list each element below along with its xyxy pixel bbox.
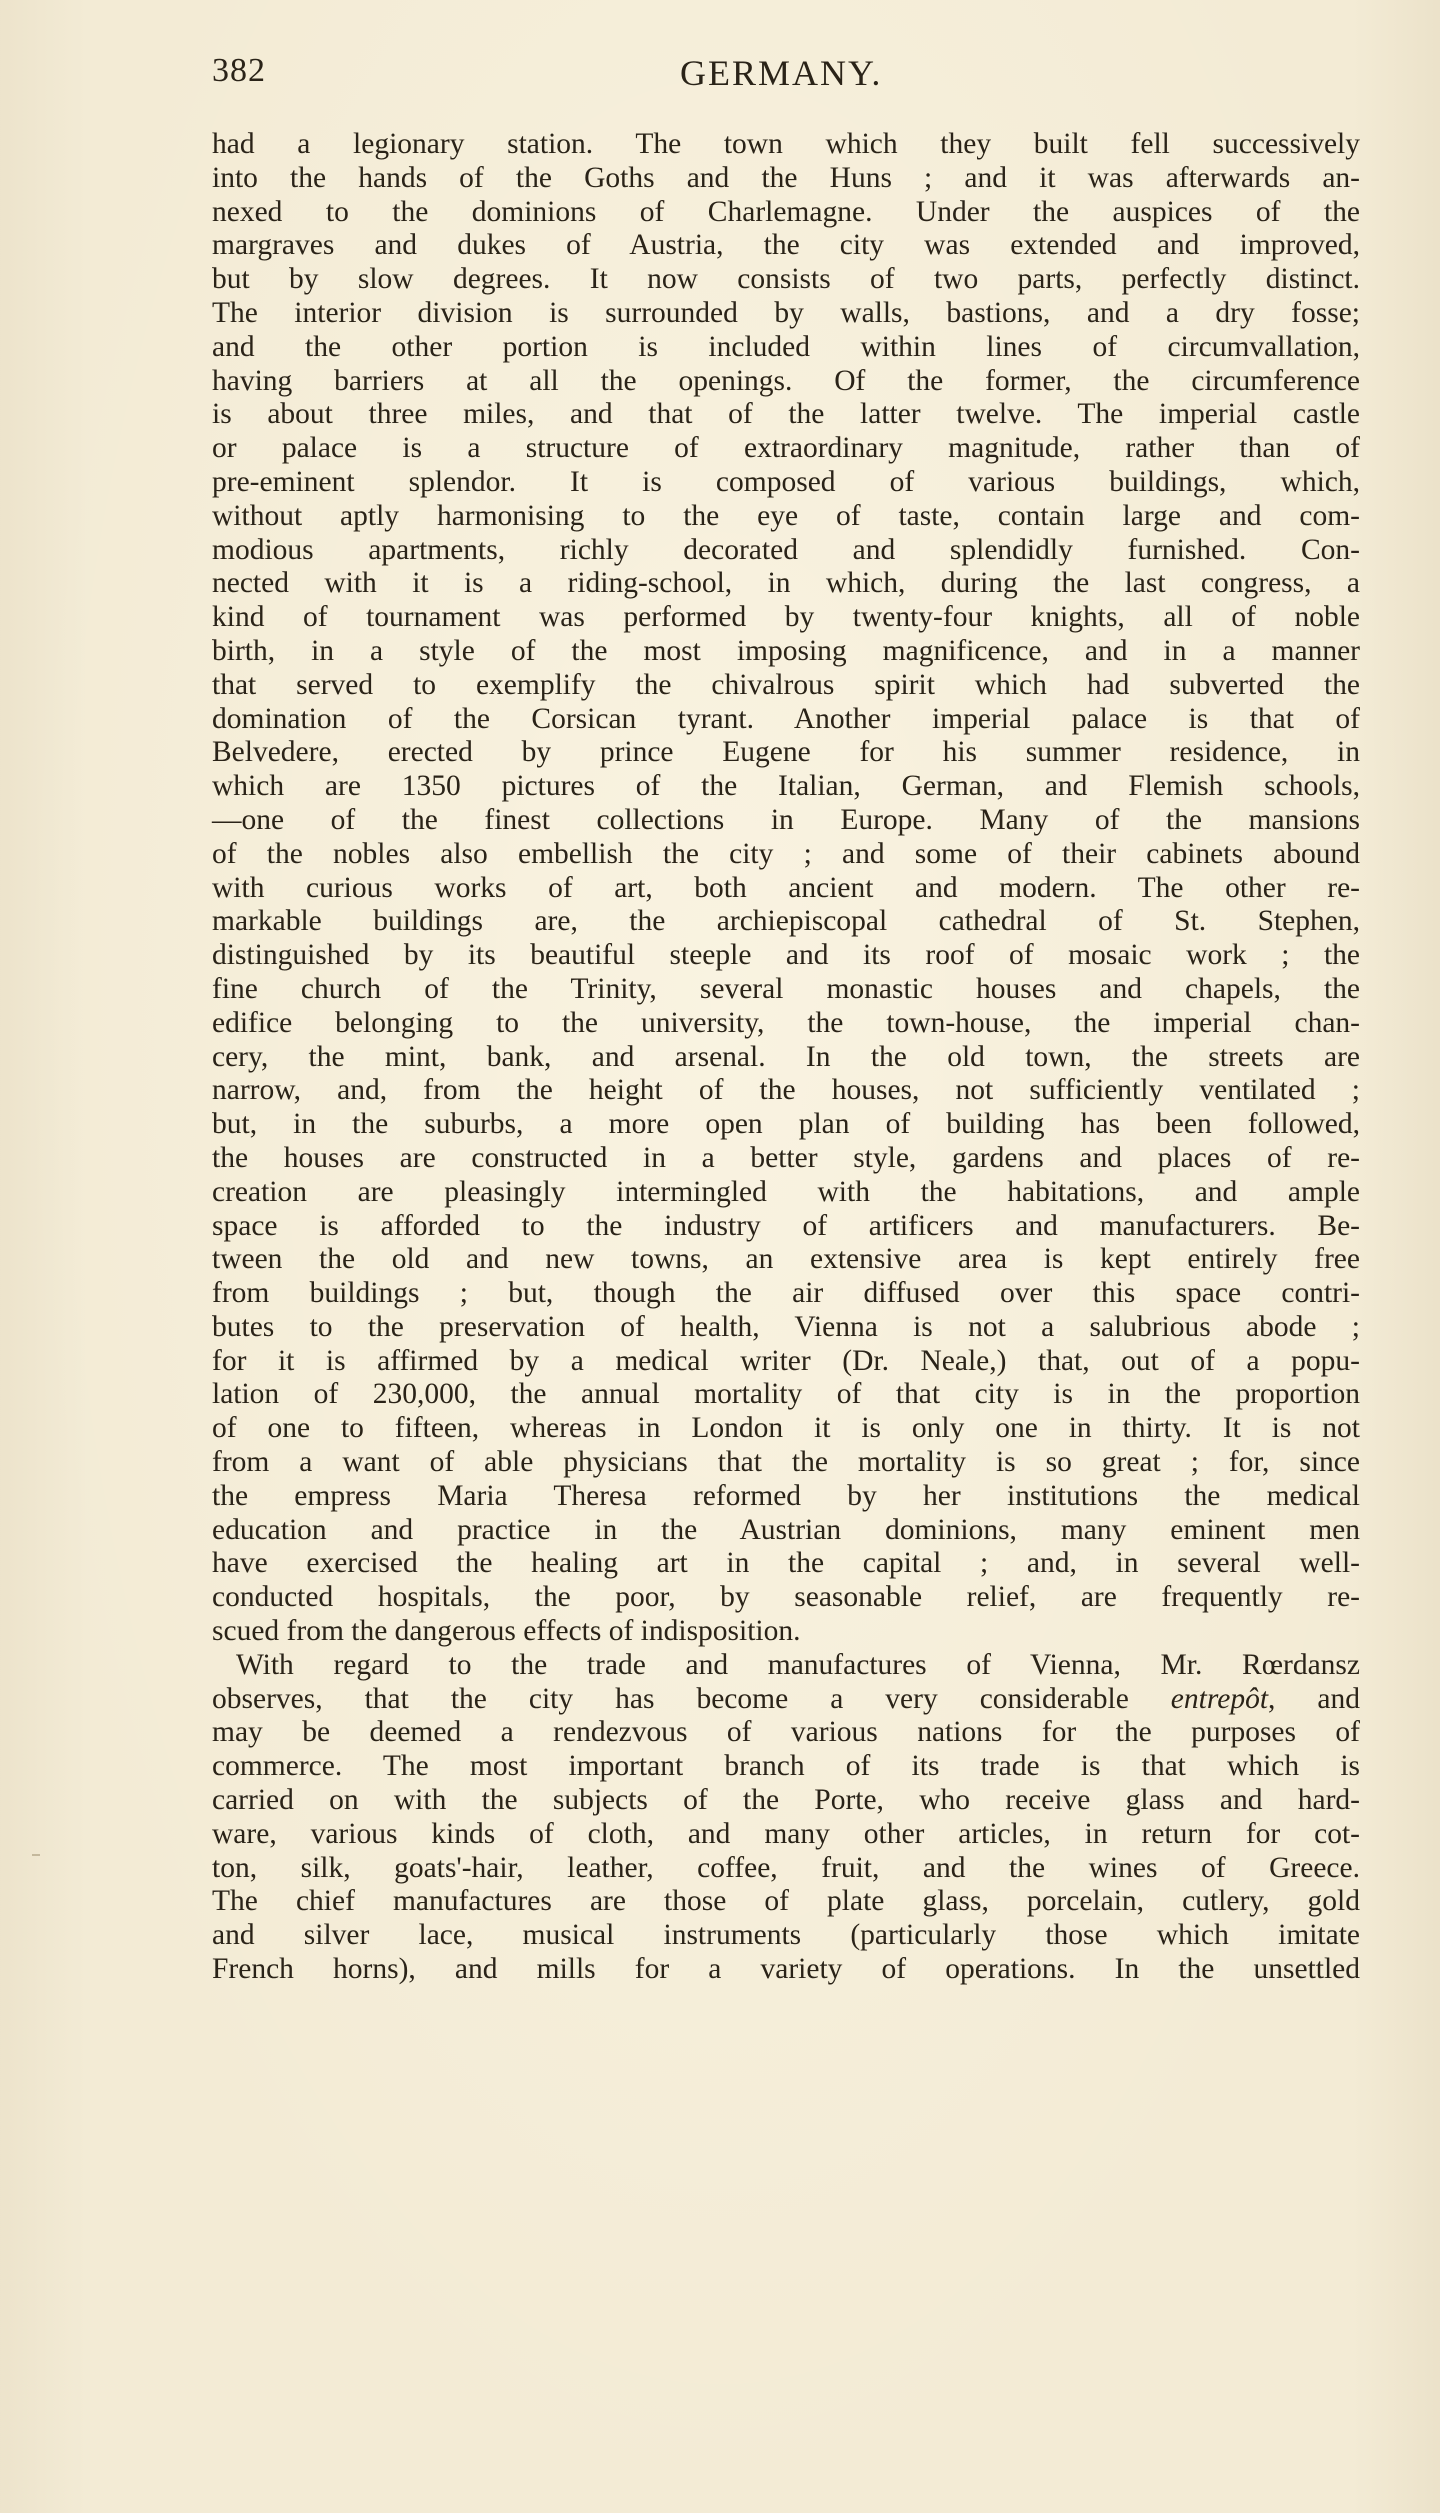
- text-line: markable buildings are, the archiepiscopal cathedral of St. Stephen,: [212, 905, 1360, 938]
- text-line: that served to exemplify the chivalrous spirit which had subverted the: [212, 668, 1360, 701]
- text-line: [212, 1649, 1360, 1683]
- text-line: or palace is a structure of extraordinary magnitude, rather than of: [212, 432, 1360, 465]
- text-line: and the other portion is included within lines of circumvallation,: [212, 330, 1360, 363]
- text-line: but, in the suburbs, a more open plan of building has been followed,: [212, 1108, 1360, 1141]
- text-line: pre-eminent splendor. It is composed of various buildings, which,: [212, 465, 1360, 498]
- text-line: The chief manufactures are those of plate glass, porcelain, cutlery, gold: [212, 1885, 1360, 1918]
- text-line: which are 1350 pictures of the Italian, German, and Flemish schools,: [212, 770, 1360, 803]
- text-line: tween the old and new towns, an extensive area is kept entirely free: [212, 1243, 1360, 1276]
- text-line: conducted hospitals, the poor, by seasonable relief, are frequently re-: [212, 1581, 1360, 1614]
- text-line: had a legionary station. The town which they built fell successively: [212, 128, 1360, 160]
- text-line: margraves and dukes of Austria, the city was extended and improved,: [212, 229, 1360, 262]
- text-line: for it is affirmed by a medical writer (Dr. Neale,) that, out of a popu-: [212, 1344, 1360, 1377]
- text-line: narrow, and, from the height of the houses, not sufficiently ventilated ;: [212, 1074, 1360, 1107]
- text-line: nected with it is a riding-school, in which, during the last congress, a: [212, 567, 1360, 600]
- text-line: from buildings ; but, though the air diffused over this space contri-: [212, 1277, 1360, 1310]
- text-line: French horns), and mills for a variety of operations. In the unsettled: [212, 1953, 1360, 1986]
- paragraph-vienna-buildings: [212, 128, 1360, 1649]
- text-line: into the hands of the Goths and the Huns ; and it was afterwards an-: [212, 161, 1360, 194]
- text-line: and silver lace, musical instruments (particularly those which imitate: [212, 1919, 1360, 1952]
- margin-mark: [32, 1854, 40, 1856]
- text-line: of the nobles also embellish the city ; and some of their cabinets abound: [212, 837, 1360, 870]
- text-line: commerce. The most important branch of its trade is that which is: [212, 1750, 1360, 1783]
- text-line: edifice belonging to the university, the town-house, the imperial chan-: [212, 1006, 1360, 1039]
- page-header: [212, 52, 1372, 102]
- text-line: have exercised the healing art in the capital ; and, in several well-: [212, 1547, 1360, 1580]
- text-fragment: , and: [1268, 1682, 1360, 1715]
- text-line: modious apartments, richly decorated and splendidly furnished. Con-: [212, 533, 1360, 566]
- text-line: Belvedere, erected by prince Eugene for his summer residence, in: [212, 736, 1360, 769]
- text-fragment: With regard to the trade and manufactures of Vienna, Mr. Rœrdansz: [236, 1648, 1360, 1681]
- text-line: ton, silk, goats'-hair, leather, coffee, fruit, and the wines of Greece.: [212, 1851, 1360, 1884]
- text-line: the houses are constructed in a better style, gardens and places of re-: [212, 1141, 1360, 1174]
- text-line: is about three miles, and that of the latter twelve. The imperial castle: [212, 398, 1360, 431]
- body-text: [212, 128, 1360, 1987]
- text-line: nexed to the dominions of Charlemagne. Under the auspices of the: [212, 195, 1360, 228]
- text-line: domination of the Corsican tyrant. Another imperial palace is that of: [212, 702, 1360, 735]
- text-line: fine church of the Trinity, several monastic houses and chapels, the: [212, 972, 1360, 1005]
- text-line: carried on with the subjects of the Porte, who receive glass and hard-: [212, 1784, 1360, 1817]
- text-line: without aptly harmonising to the eye of taste, contain large and com-: [212, 499, 1360, 532]
- text-fragment: observes, that the city has become a very considerable: [212, 1682, 1171, 1715]
- text-line: with curious works of art, both ancient and modern. The other re-: [212, 871, 1360, 904]
- text-line: ware, various kinds of cloth, and many other articles, in return for cot-: [212, 1817, 1360, 1850]
- text-line: distinguished by its beautiful steeple and its roof of mosaic work ; the: [212, 939, 1360, 972]
- text-line: cery, the mint, bank, and arsenal. In the old town, the streets are: [212, 1040, 1360, 1073]
- running-head: GERMANY.: [680, 53, 883, 93]
- text-line: creation are pleasingly intermingled with the habitations, and ample: [212, 1175, 1360, 1208]
- text-line: but by slow degrees. It now consists of two parts, perfectly distinct.: [212, 263, 1360, 296]
- text-line: of one to fifteen, whereas in London it is only one in thirty. It is not: [212, 1412, 1360, 1445]
- text-line: butes to the preservation of health, Vienna is not a salubrious abode ;: [212, 1310, 1360, 1343]
- text-line: birth, in a style of the most imposing magnificence, and in a manner: [212, 634, 1360, 667]
- text-line: having barriers at all the openings. Of the former, the circumference: [212, 364, 1360, 397]
- italic-term: entrepôt: [1170, 1682, 1269, 1715]
- text-line: [212, 1683, 1360, 1717]
- text-line: space is afforded to the industry of artificers and manufacturers. Be-: [212, 1209, 1360, 1242]
- text-line: lation of 230,000, the annual mortality of that city is in the proportion: [212, 1378, 1360, 1411]
- text-line: the empress Maria Theresa reformed by her institutions the medical: [212, 1479, 1360, 1512]
- page-number: 382: [212, 52, 266, 89]
- text-line: kind of tournament was performed by twenty-four knights, all of noble: [212, 601, 1360, 634]
- text-line: may be deemed a rendezvous of various nations for the purposes of: [212, 1716, 1360, 1749]
- text-line: from a want of able physicians that the mortality is so great ; for, since: [212, 1446, 1360, 1479]
- text-line: —one of the finest collections in Europe. Many of the mansions: [212, 803, 1360, 836]
- text-line: scued from the dangerous effects of indisposition.: [212, 1615, 801, 1648]
- text-line: The interior division is surrounded by walls, bastions, and a dry fosse;: [212, 296, 1360, 329]
- text-line: education and practice in the Austrian dominions, many eminent men: [212, 1513, 1360, 1546]
- paragraph-vienna-trade: [212, 1649, 1360, 1987]
